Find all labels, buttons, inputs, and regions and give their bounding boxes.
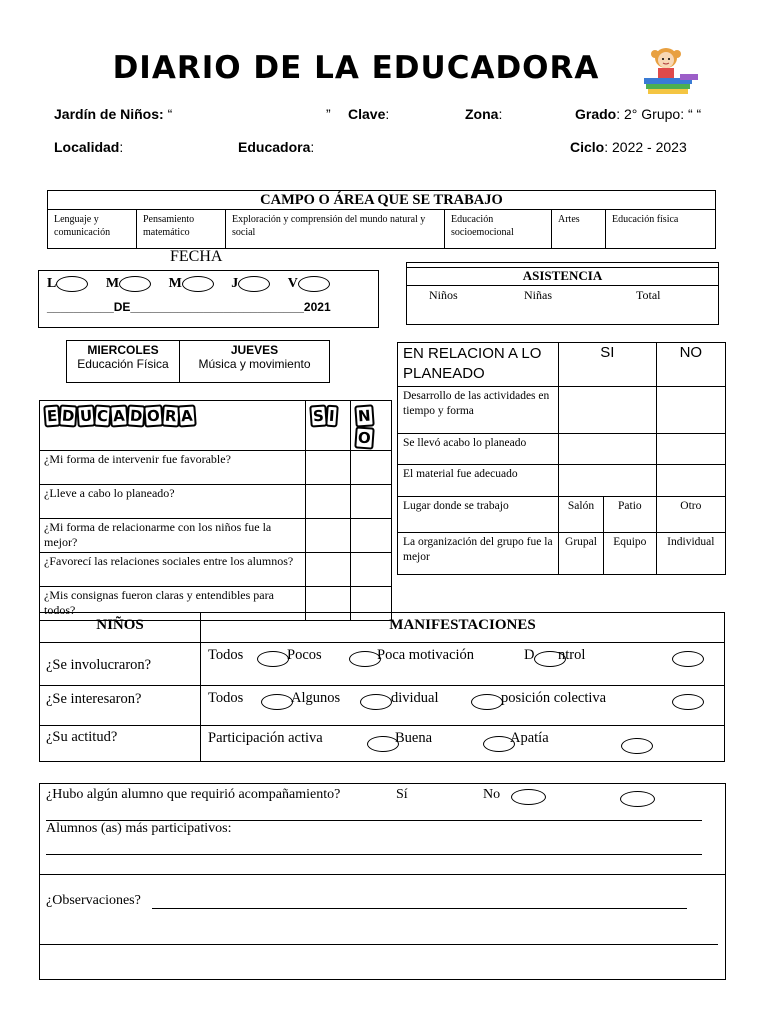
clave-field xyxy=(348,106,389,122)
jardin-field xyxy=(54,106,172,122)
opt-poca-motivacion: Poca motivación xyxy=(377,647,475,663)
question-consignas: ¿Mis consignas fueron claras y entendibles para todos? xyxy=(40,587,306,621)
day-miercoles-label: M xyxy=(168,276,182,292)
area-educacion-fisica[interactable]: Educación física xyxy=(606,210,716,249)
day-lunes-label: L xyxy=(47,276,57,292)
relacion-no: NO xyxy=(656,343,725,387)
opt-control-oval[interactable] xyxy=(672,651,704,667)
area-socioemocional[interactable]: Educación socioemocional xyxy=(445,210,552,249)
q3-no[interactable] xyxy=(351,519,392,553)
si-tiles xyxy=(310,406,336,426)
si-tiles-cell xyxy=(306,401,351,451)
q3-si[interactable] xyxy=(306,519,351,553)
jueves-head: JUEVES xyxy=(230,343,279,357)
r1-no[interactable] xyxy=(656,387,725,434)
opt2-oposicion: posición colectiva xyxy=(501,690,607,706)
area-exploracion[interactable]: Exploración y comprensión del mundo natural y social xyxy=(226,210,445,249)
relacion-head: EN RELACION A LO PLANEADO xyxy=(398,343,559,387)
acompanamiento-si: Sí xyxy=(396,787,408,802)
asistencia-box xyxy=(406,262,719,325)
ciclo-label: Ciclo xyxy=(570,139,605,155)
educadora-tile: A xyxy=(109,404,128,427)
zona-field xyxy=(465,106,502,122)
fecha-days xyxy=(47,276,330,292)
day-martes-label: M xyxy=(105,276,120,292)
day-jueves-oval[interactable] xyxy=(238,276,270,292)
opt3-apatia: Apatía xyxy=(510,730,549,746)
no-tile: N xyxy=(354,404,374,427)
observaciones-label: ¿Observaciones? xyxy=(46,893,141,908)
q2-si[interactable] xyxy=(306,485,351,519)
si-tile: I xyxy=(325,405,338,428)
opt-todos: Todos xyxy=(208,647,244,663)
lugar-otro[interactable]: Otro xyxy=(656,497,725,533)
opt3-buena: Buena xyxy=(395,730,433,746)
q1-no[interactable] xyxy=(351,451,392,485)
jardin-open-quote: “ xyxy=(167,106,173,122)
relacion-llevo: Se llevó acabo lo planeado xyxy=(398,434,559,465)
localidad-label: Localidad xyxy=(54,139,120,155)
question-intervenir: ¿Mi forma de intervenir fue favorable? xyxy=(40,451,306,485)
relacion-table xyxy=(397,342,726,575)
r2-no[interactable] xyxy=(656,434,725,465)
opt-pocos: Pocos xyxy=(287,647,322,663)
org-equipo[interactable]: Equipo xyxy=(604,533,657,575)
opt2-individual: dividual xyxy=(391,690,439,706)
question-planeado: ¿Lleve a cabo lo planeado? xyxy=(40,485,306,519)
q-actitud: ¿Su actitud? xyxy=(40,726,201,762)
miercoles-value: Educación Física xyxy=(77,357,169,371)
observaciones-line-2[interactable] xyxy=(40,944,718,945)
bottom-box xyxy=(39,783,726,980)
localidad-field xyxy=(54,139,123,155)
grado-label: Grado xyxy=(575,106,617,122)
acompanamiento-no-oval[interactable] xyxy=(620,791,655,807)
educadora-tile: E xyxy=(43,404,61,427)
jardin-close-quote: ” xyxy=(326,106,331,122)
lugar-patio[interactable]: Patio xyxy=(604,497,657,533)
r2-si[interactable] xyxy=(559,434,657,465)
educadora-field xyxy=(238,139,314,155)
area-lenguaje[interactable]: Lenguaje y comunicación xyxy=(48,210,137,249)
grado-value: : 2° Grupo: “ “ xyxy=(616,106,702,122)
horario-table xyxy=(66,340,330,383)
acompanamiento-no: No xyxy=(483,787,501,802)
educadora-tile: C xyxy=(93,404,112,427)
q-interesaron: ¿Se interesaron? xyxy=(40,686,201,726)
bottom-divider xyxy=(40,874,725,875)
opt2-oposicion-oval[interactable] xyxy=(672,694,704,710)
participativos-line[interactable] xyxy=(46,854,702,855)
educadora-tile: O xyxy=(143,404,163,427)
relacion-lugar: Lugar donde se trabajo xyxy=(398,497,559,533)
opt2-individual-oval[interactable] xyxy=(471,694,503,710)
educadora-tile: D xyxy=(126,404,146,427)
day-martes-oval[interactable] xyxy=(119,276,151,292)
educadora-tile: D xyxy=(59,404,79,427)
r3-si[interactable] xyxy=(559,465,657,497)
org-grupal[interactable]: Grupal xyxy=(559,533,604,575)
day-viernes-oval[interactable] xyxy=(298,276,330,292)
zona-colon: : xyxy=(498,106,503,122)
ninos-head: NIÑOS xyxy=(40,613,201,643)
opt3-participacion: Participación activa xyxy=(208,730,323,746)
jardin-label: Jardín de Niños: xyxy=(54,106,164,122)
asistencia-divider xyxy=(407,285,718,286)
miercoles-cell xyxy=(67,341,180,383)
manifestaciones-head: MANIFESTACIONES xyxy=(201,613,725,643)
miercoles-head: MIERCOLES xyxy=(87,343,159,357)
manifestaciones-table xyxy=(39,612,725,762)
q1-si[interactable] xyxy=(306,451,351,485)
no-tiles-cell xyxy=(351,401,392,451)
opt-d: D xyxy=(524,647,535,663)
asistencia-ninos[interactable]: Niños xyxy=(429,288,458,302)
opt2-algunos-oval[interactable] xyxy=(360,694,392,710)
day-jueves-label: J xyxy=(231,276,239,292)
actitud-options xyxy=(201,726,725,762)
question-relacionarme: ¿Mi forma de relacionarme con los niños fue la mejor? xyxy=(40,519,306,553)
no-tiles xyxy=(355,406,373,448)
educadora-tile: A xyxy=(178,404,197,427)
asistencia-total[interactable]: Total xyxy=(636,288,661,302)
opt2-todos: Todos xyxy=(208,690,244,706)
clave-colon: : xyxy=(385,106,390,122)
educadora-table xyxy=(39,400,392,621)
opt-todos-oval[interactable] xyxy=(257,651,289,667)
q-involucraron: ¿Se involucraron? xyxy=(40,643,201,686)
r3-no[interactable] xyxy=(656,465,725,497)
relacion-material: El material fue adecuado xyxy=(398,465,559,497)
fecha-label: FECHA xyxy=(170,248,223,265)
si-tile: S xyxy=(309,404,327,427)
lugar-salon[interactable]: Salón xyxy=(559,497,604,533)
relacion-desarrollo: Desarrollo de las actividades en tiempo y forma xyxy=(398,387,559,434)
question-relaciones-sociales: ¿Favorecí las relaciones sociales entre los alumnos? xyxy=(40,553,306,587)
zona-label: Zona xyxy=(465,106,499,122)
educadora-colon: : xyxy=(310,139,315,155)
observaciones-line-1[interactable] xyxy=(152,908,687,909)
participativos-label: Alumnos (as) más participativos: xyxy=(46,821,232,836)
area-artes[interactable]: Artes xyxy=(552,210,606,249)
jueves-value: Música y movimiento xyxy=(198,357,311,371)
asistencia-title: ASISTENCIA xyxy=(522,268,603,283)
educadora-tile: R xyxy=(161,404,180,427)
campo-table xyxy=(47,190,716,249)
opt3-apatia-oval[interactable] xyxy=(621,738,653,754)
educadora-tile: U xyxy=(76,404,96,427)
relacion-organizacion: La organización del grupo fue la mejor xyxy=(398,533,559,575)
interesaron-options xyxy=(201,686,725,726)
educadora-tiles-cell xyxy=(40,401,306,451)
q4-no[interactable] xyxy=(351,553,392,587)
fecha-de-line[interactable]: __________DE__________________________2021 xyxy=(47,300,331,314)
day-lunes-oval[interactable] xyxy=(56,276,88,292)
educadora-label: Educadora xyxy=(238,139,311,155)
localidad-colon: : xyxy=(119,139,124,155)
org-individual[interactable]: Individual xyxy=(656,533,725,575)
clave-label: Clave xyxy=(348,106,386,122)
day-viernes-label: V xyxy=(287,276,298,292)
page-title: DIARIO DE LA EDUCADORA xyxy=(112,50,600,86)
r1-si[interactable] xyxy=(559,387,657,434)
q2-no[interactable] xyxy=(351,485,392,519)
area-pensamiento[interactable]: Pensamiento matemático xyxy=(137,210,226,249)
no-tile: O xyxy=(354,426,374,449)
involucraron-options xyxy=(201,643,725,686)
jueves-cell xyxy=(180,341,330,383)
q4-si[interactable] xyxy=(306,553,351,587)
ciclo-value: : 2022 - 2023 xyxy=(604,139,687,155)
ciclo-field xyxy=(570,139,687,155)
opt2-todos-oval[interactable] xyxy=(261,694,293,710)
campo-title: CAMPO O ÁREA QUE SE TRABAJO xyxy=(48,191,716,210)
opt-control: ntrol xyxy=(558,647,586,663)
educadora-tiles xyxy=(44,406,195,426)
child-reading-icon xyxy=(636,44,704,96)
fecha-box xyxy=(38,270,379,328)
acompanamiento-si-oval[interactable] xyxy=(511,789,546,805)
day-miercoles-oval[interactable] xyxy=(182,276,214,292)
opt2-algunos: Algunos xyxy=(291,690,341,706)
relacion-si: SI xyxy=(559,343,657,387)
asistencia-ninas[interactable]: Niñas xyxy=(524,288,552,302)
grado-field xyxy=(575,106,701,122)
acompanamiento-question: ¿Hubo algún alumno que requirió acompañamiento? xyxy=(46,787,341,802)
